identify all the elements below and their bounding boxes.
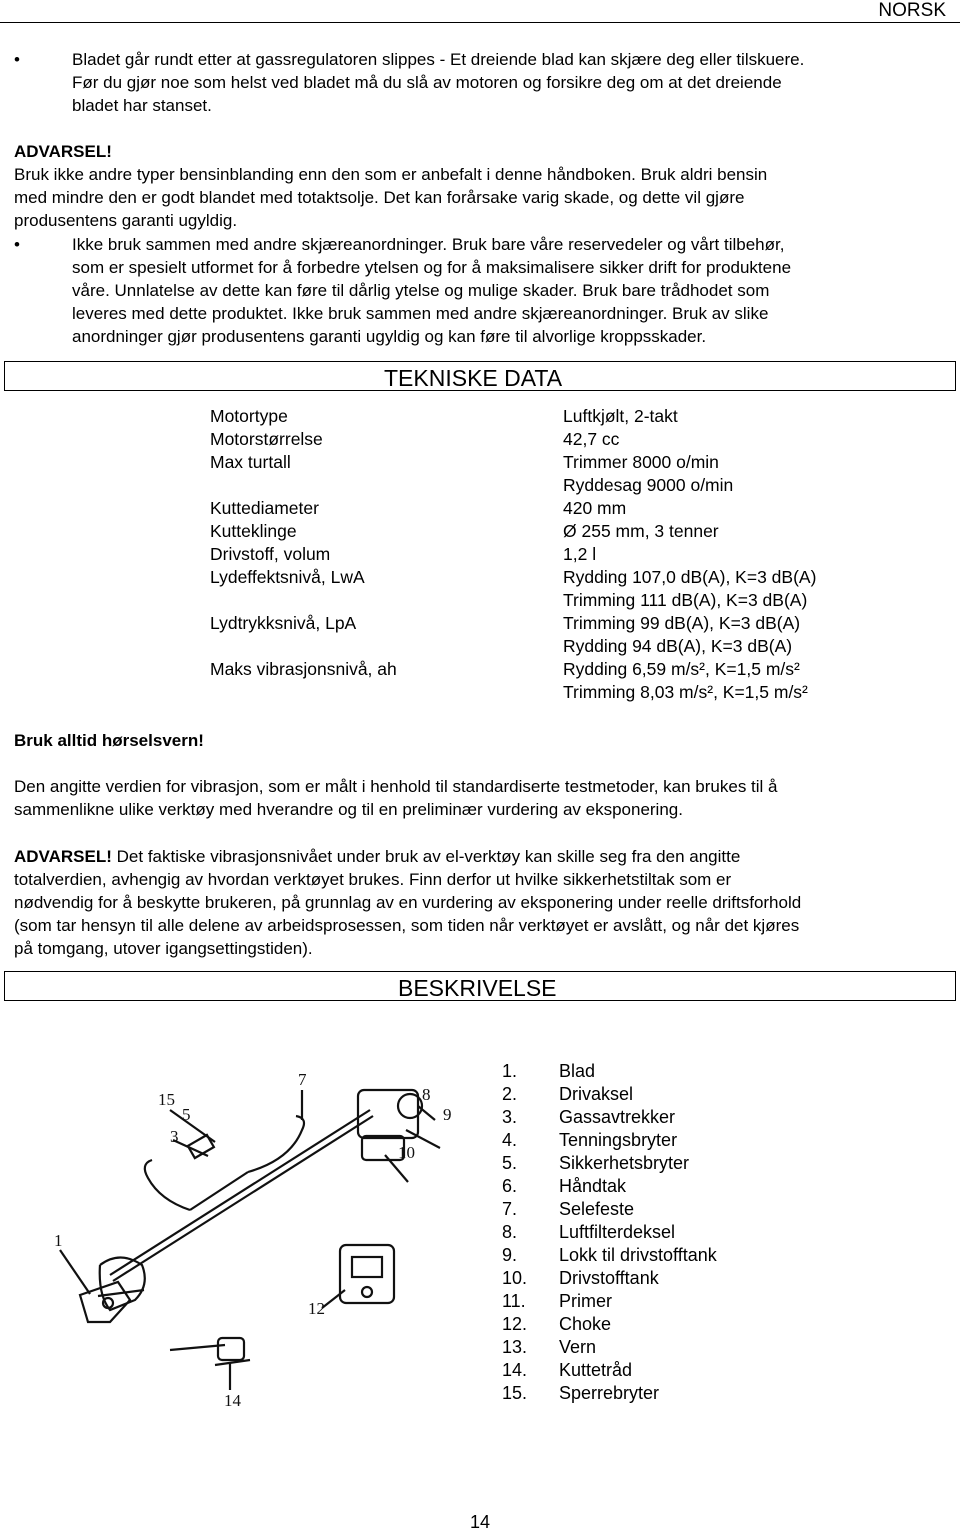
part-label: Gassavtrekker — [559, 1107, 676, 1127]
carburetor-detail — [340, 1245, 394, 1303]
spec-row — [0, 635, 960, 658]
part-label: Tenningsbryter — [559, 1130, 678, 1150]
advarsel-label: ADVARSEL! — [14, 847, 112, 866]
drive-shaft — [110, 1110, 370, 1275]
part-label: Sikkerhetsbryter — [559, 1153, 690, 1173]
fuel-warning — [14, 140, 946, 232]
spec-value: 420 mm — [563, 498, 627, 518]
spec-row — [0, 681, 960, 704]
part-label: Vern — [559, 1337, 597, 1357]
diagram-callout: 8 — [422, 1085, 431, 1104]
part-label: Primer — [559, 1291, 612, 1311]
part-number: 8. — [502, 1222, 518, 1242]
warning-line: Ikke bruk sammen med andre skjæreanordninger. Bruk bare våre reservedeler og vårt tilbehør, — [72, 235, 785, 254]
spec-row — [0, 566, 960, 589]
part-label: Choke — [559, 1314, 612, 1334]
spec-label: Max turtall — [210, 452, 291, 472]
spec-label: Motortype — [210, 406, 288, 426]
diagram-callout: 5 — [182, 1105, 191, 1124]
warning-line: bladet har stanset. — [72, 96, 212, 115]
spec-row — [0, 451, 960, 474]
part-label: Sperrebryter — [559, 1383, 660, 1403]
diagram-callout: 3 — [170, 1127, 179, 1146]
part-number: 2. — [502, 1084, 518, 1104]
spec-row — [0, 428, 960, 451]
diagram-callout: 7 — [298, 1070, 307, 1089]
part-number: 6. — [502, 1176, 518, 1196]
spec-value: Rydding 94 dB(A), K=3 dB(A) — [563, 636, 793, 656]
warning-line: Før du gjør noe som helst ved bladet må du slå av motoren og forsikre deg om at det dreiende — [72, 73, 782, 92]
part-label: Kuttetråd — [559, 1360, 633, 1380]
part-number: 10. — [502, 1268, 528, 1288]
hearing-protection-note: Bruk alltid hørselsvern! — [14, 731, 204, 750]
part-label: Drivaksel — [559, 1084, 634, 1104]
vibration-warning-line: Det faktiske vibrasjonsnivået under bruk av el-verktøy kan skille seg fra den angitte — [116, 847, 741, 866]
trimmer-head — [218, 1338, 244, 1360]
warning-line: Bruk ikke andre typer bensinblanding enn den som er anbefalt i denne håndboken. Bruk aldri bensin — [14, 165, 768, 184]
vibration-line: sammenlikne ulike verktøy med hverandre og til en preliminær vurdering av eksponering. — [14, 800, 683, 819]
warning-line: Bladet går rundt etter at gassregulatoren slippes - Et dreiende blad kan skjære deg eller tilskuere. — [72, 50, 805, 69]
spec-value: Trimming 8,03 m/s², K=1,5 m/s² — [563, 682, 808, 702]
part-number: 11. — [502, 1291, 526, 1311]
spec-row — [0, 589, 960, 612]
spec-value: Trimmer 8000 o/min — [563, 452, 719, 472]
spec-value: Ø 255 mm, 3 tenner — [563, 521, 719, 541]
part-number: 1. — [502, 1061, 518, 1081]
part-label: Drivstofftank — [559, 1268, 659, 1288]
bullet-dot: • — [14, 235, 20, 254]
diagram-callout: 12 — [308, 1299, 325, 1318]
spec-row — [0, 474, 960, 497]
spec-value: Rydding 107,0 dB(A), K=3 dB(A) — [563, 567, 817, 587]
warning-line: som er spesielt utformet for å forbedre ytelsen og for å maksimalisere sikker drift for produktene — [72, 258, 792, 277]
part-number: 4. — [502, 1130, 518, 1150]
vibration-line: Den angitte verdien for vibrasjon, som er målt i henhold til standardiserte testmetoder, kan brukes til å — [14, 777, 778, 796]
part-number: 5. — [502, 1153, 518, 1173]
diagram-callout: 9 — [443, 1105, 452, 1124]
description-title: BESKRIVELSE — [398, 975, 557, 1001]
tech-data-title: TEKNISKE DATA — [384, 365, 563, 391]
spec-label: Kuttediameter — [210, 498, 319, 518]
spec-row — [0, 497, 960, 520]
spec-label: Motorstørrelse — [210, 429, 323, 449]
part-number: 13. — [502, 1337, 528, 1357]
spec-row — [0, 612, 960, 635]
spec-row — [0, 405, 960, 428]
spec-label: Kutteklinge — [210, 521, 297, 541]
diagram-callout: 1 — [54, 1231, 63, 1250]
part-number: 3. — [502, 1107, 518, 1127]
vibration-warning-line: nødvendig for å beskytte brukeren, på grunnlag av en vurdering av eksponering under reelle driftsforhold — [14, 893, 802, 912]
part-number: 9. — [502, 1245, 518, 1265]
warning-bullet-blade — [14, 48, 948, 117]
diagram-callout: 14 — [224, 1391, 241, 1410]
warning-line: med mindre den er godt blandet med totaktsolje. Det kan forårsake varig skade, og dette vil gjøre — [14, 188, 745, 207]
part-label: Blad — [559, 1061, 596, 1081]
vibration-info — [14, 775, 946, 821]
spec-value: Luftkjølt, 2-takt — [563, 406, 678, 426]
part-label: Selefeste — [559, 1199, 635, 1219]
header-rule — [0, 22, 960, 23]
spec-value: Trimming 99 dB(A), K=3 dB(A) — [563, 613, 801, 633]
warning-bullet-attachments — [14, 233, 948, 348]
spec-value: 42,7 cc — [563, 429, 620, 449]
part-number: 12. — [502, 1314, 528, 1334]
part-number: 14. — [502, 1360, 528, 1380]
part-number: 15. — [502, 1383, 528, 1403]
diagram-callout: 10 — [398, 1143, 415, 1162]
spec-row — [0, 658, 960, 681]
spec-value: Trimming 111 dB(A), K=3 dB(A) — [563, 590, 808, 610]
part-label: Luftfilterdeksel — [559, 1222, 676, 1242]
brushcutter-diagram — [40, 1060, 480, 1410]
spec-row — [0, 520, 960, 543]
spec-label: Lydeffektsnivå, LwA — [210, 567, 365, 587]
handlebar-left — [145, 1160, 190, 1210]
spec-label: Maks vibrasjonsnivå, ah — [210, 659, 397, 679]
vibration-warning-line: (som tar hensyn til alle delene av arbeidsprosessen, som tiden når verktøyet er avslått, og når det kjøres — [14, 916, 800, 935]
page-number: 14 — [470, 1512, 491, 1532]
vibration-warning-line: på tomgang, utover igangsettingstiden). — [14, 939, 313, 958]
warning-line: produsentens garanti ugyldig. — [14, 211, 238, 230]
warning-line: leveres med dette produktet. Ikke bruk sammen med andre skjæreanordninger. Bruk av slike — [72, 304, 769, 323]
language-header: NORSK — [878, 0, 946, 21]
warning-line: våre. Unnlatelse av dette kan føre til dårlig ytelse og mulige skader. Bruk bare trådhodet som — [72, 281, 770, 300]
spec-label: Drivstoff, volum — [210, 544, 331, 564]
handlebar-right — [248, 1116, 304, 1172]
vibration-warning-line: totalverdien, avhengig av hvordan verktøyet brukes. Finn derfor ut hvilke sikkerhetstiltak som er — [14, 870, 732, 889]
vibration-warning — [14, 845, 946, 960]
part-label: Håndtak — [559, 1176, 627, 1196]
advarsel-label: ADVARSEL! — [14, 142, 112, 161]
warning-line: anordninger gjør produsentens garanti ugyldig og kan føre til alvorlige kroppsskader. — [72, 327, 707, 346]
part-label: Lokk til drivstofftank — [559, 1245, 717, 1265]
part-number: 7. — [502, 1199, 518, 1219]
spec-value: 1,2 l — [563, 544, 597, 564]
spec-value: Ryddesag 9000 o/min — [563, 475, 734, 495]
spec-row — [0, 543, 960, 566]
spec-value: Rydding 6,59 m/s², K=1,5 m/s² — [563, 659, 800, 679]
bullet-dot: • — [14, 50, 20, 69]
spec-label: Lydtrykksnivå, LpA — [210, 613, 357, 633]
diagram-callout: 15 — [158, 1090, 175, 1109]
